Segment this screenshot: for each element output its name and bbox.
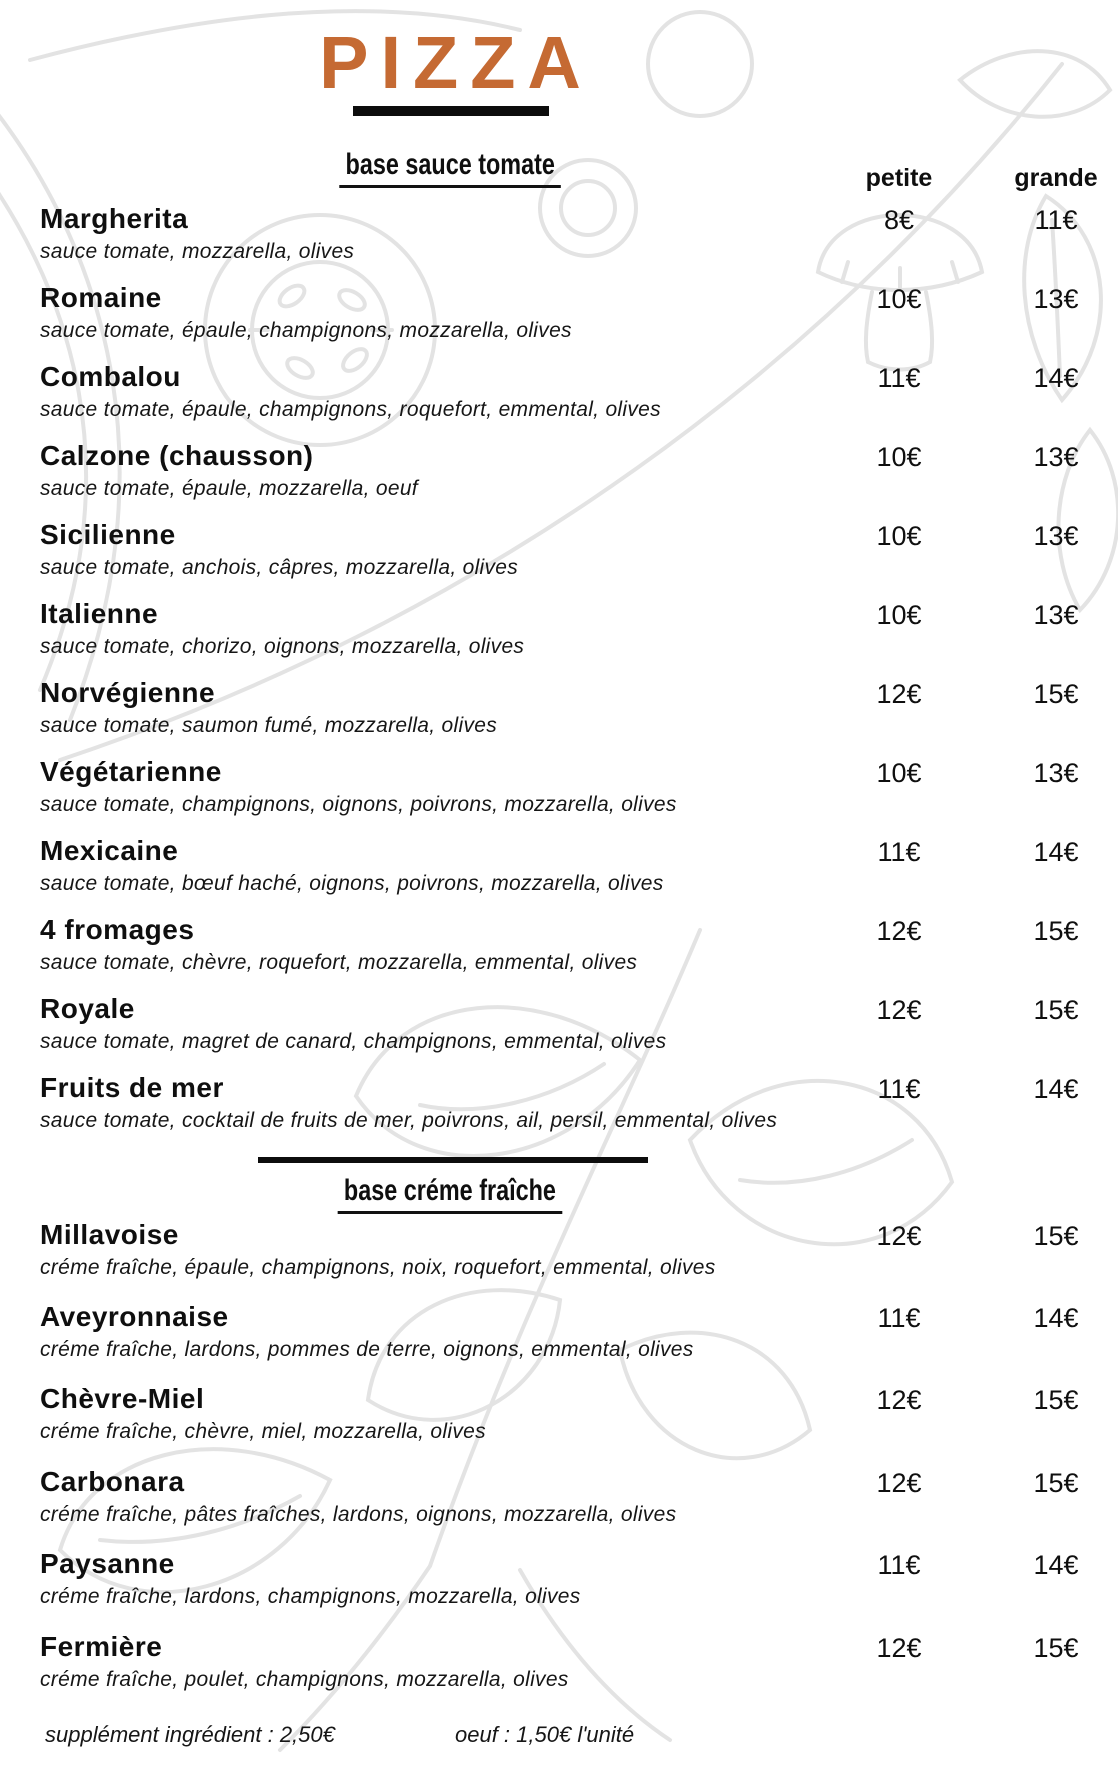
item-price-petite: 12€ <box>876 679 922 709</box>
menu-item <box>40 360 1078 423</box>
item-name: Aveyronnaise <box>40 1301 229 1332</box>
item-price-grande: 11€ <box>1034 205 1078 235</box>
item-name: Mexicaine <box>40 835 179 866</box>
item-price-grande: 15€ <box>1033 1221 1079 1251</box>
item-price-grande: 15€ <box>1033 1633 1079 1663</box>
menu-item <box>40 1382 1078 1445</box>
section-heading-sauce-tomate <box>0 148 900 188</box>
menu-item <box>40 1218 1078 1281</box>
item-name: Combalou <box>40 361 181 392</box>
item-name: Végétarienne <box>40 756 222 787</box>
item-name: Italienne <box>40 598 159 629</box>
item-description: sauce tomate, chèvre, roquefort, mozzarella, emmental, olives <box>40 951 638 974</box>
item-description: créme fraîche, chèvre, miel, mozzarella, olives <box>40 1420 486 1443</box>
section-heading-label: base créme fraîche <box>338 1174 563 1214</box>
menu-item <box>40 913 1078 976</box>
item-price-petite: 11€ <box>877 1550 921 1580</box>
menu-item <box>40 755 1078 818</box>
item-name: Sicilienne <box>40 519 176 550</box>
item-price-petite: 12€ <box>876 995 922 1025</box>
menu-item <box>40 1465 1078 1528</box>
item-description: sauce tomate, champignons, oignons, poivrons, mozzarella, olives <box>40 793 677 816</box>
item-description: créme fraîche, lardons, champignons, mozzarella, olives <box>40 1585 581 1608</box>
menu-item <box>40 1071 1078 1134</box>
item-price-grande: 14€ <box>1033 1303 1079 1333</box>
item-price-petite: 12€ <box>876 1221 922 1251</box>
item-name: Fruits de mer <box>40 1072 224 1103</box>
item-price-petite: 12€ <box>876 1385 922 1415</box>
item-name: Royale <box>40 993 135 1024</box>
item-price-petite: 11€ <box>877 363 921 393</box>
menu-item <box>40 1630 1078 1693</box>
supplement-note: supplément ingrédient : 2,50€ <box>45 1722 335 1747</box>
item-name: Calzone (chausson) <box>40 440 314 471</box>
item-description: sauce tomate, épaule, champignons, roquefort, emmental, olives <box>40 398 661 421</box>
item-price-petite: 12€ <box>876 916 922 946</box>
item-price-grande: 13€ <box>1033 521 1079 551</box>
item-price-petite: 12€ <box>876 1633 922 1663</box>
item-description: sauce tomate, saumon fumé, mozzarella, olives <box>40 714 498 737</box>
item-price-grande: 14€ <box>1033 837 1079 867</box>
egg-note: oeuf : 1,50€ l'unité <box>455 1722 635 1747</box>
menu-item <box>40 834 1078 897</box>
item-price-grande: 14€ <box>1033 1550 1079 1580</box>
item-name: Paysanne <box>40 1548 175 1579</box>
item-name: Chèvre-Miel <box>40 1383 205 1414</box>
item-description: sauce tomate, magret de canard, champignons, emmental, olives <box>40 1030 667 1053</box>
item-name: Norvégienne <box>40 677 216 708</box>
item-name: Carbonara <box>40 1466 185 1497</box>
item-description: sauce tomate, épaule, champignons, mozzarella, olives <box>40 319 572 342</box>
item-price-grande: 13€ <box>1033 758 1079 788</box>
item-description: créme fraîche, pâtes fraîches, lardons, oignons, mozzarella, olives <box>40 1503 677 1526</box>
item-price-grande: 15€ <box>1033 679 1079 709</box>
item-name: 4 fromages <box>40 914 195 945</box>
item-price-grande: 13€ <box>1033 284 1079 314</box>
menu-item <box>40 518 1078 581</box>
menu-item <box>40 597 1078 660</box>
item-description: sauce tomate, mozzarella, olives <box>40 240 355 263</box>
item-description: sauce tomate, bœuf haché, oignons, poivrons, mozzarella, olives <box>40 872 664 895</box>
section-heading-creme-fraiche <box>0 1174 900 1214</box>
item-description: sauce tomate, anchois, câpres, mozzarella, olives <box>40 556 519 579</box>
item-description: sauce tomate, chorizo, oignons, mozzarella, olives <box>40 635 525 658</box>
item-price-petite: 11€ <box>877 837 921 867</box>
item-price-grande: 13€ <box>1033 600 1079 630</box>
column-header-petite: petite <box>865 164 933 192</box>
menu-item <box>40 281 1078 344</box>
menu-item <box>40 1300 1078 1363</box>
title-underline-rule <box>353 106 549 116</box>
section-divider-rule <box>258 1157 648 1163</box>
item-description: créme fraîche, poulet, champignons, mozzarella, olives <box>40 1668 569 1691</box>
item-price-grande: 15€ <box>1033 1468 1079 1498</box>
section-heading-label: base sauce tomate <box>339 148 561 188</box>
item-price-grande: 14€ <box>1033 1074 1079 1104</box>
item-description: sauce tomate, épaule, mozzarella, oeuf <box>40 477 418 500</box>
column-header-grande: grande <box>1014 164 1098 192</box>
page-title: PIZZA <box>319 21 593 104</box>
item-price-grande: 15€ <box>1033 1385 1079 1415</box>
item-price-petite: 11€ <box>877 1303 921 1333</box>
item-name: Millavoise <box>40 1219 179 1250</box>
item-price-grande: 15€ <box>1033 995 1079 1025</box>
item-price-petite: 10€ <box>876 442 922 472</box>
item-price-grande: 14€ <box>1033 363 1079 393</box>
menu-item <box>40 1547 1078 1610</box>
menu-item <box>40 202 1078 265</box>
item-price-petite: 10€ <box>876 758 922 788</box>
item-price-petite: 10€ <box>876 600 922 630</box>
item-price-petite: 10€ <box>876 284 922 314</box>
item-name: Fermière <box>40 1631 163 1662</box>
item-price-petite: 8€ <box>883 205 915 235</box>
item-price-petite: 11€ <box>877 1074 921 1104</box>
item-name: Romaine <box>40 282 162 313</box>
item-description: créme fraîche, lardons, pommes de terre, oignons, emmental, olives <box>40 1338 694 1361</box>
item-price-petite: 12€ <box>876 1468 922 1498</box>
item-description: créme fraîche, épaule, champignons, noix, roquefort, emmental, olives <box>40 1256 716 1279</box>
item-price-grande: 15€ <box>1033 916 1079 946</box>
item-description: sauce tomate, cocktail de fruits de mer, poivrons, ail, persil, emmental, olives <box>40 1109 778 1132</box>
item-price-petite: 10€ <box>876 521 922 551</box>
menu-item <box>40 676 1078 739</box>
item-name: Margherita <box>40 203 189 234</box>
menu-item <box>40 992 1078 1055</box>
menu-item <box>40 439 1078 502</box>
item-price-grande: 13€ <box>1033 442 1079 472</box>
